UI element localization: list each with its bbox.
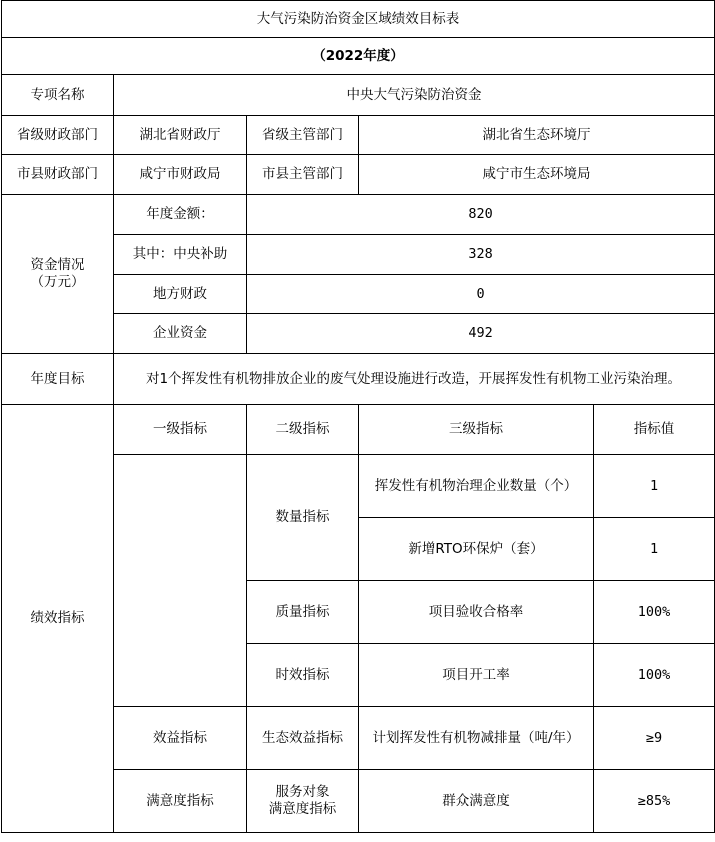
enterprise-funds-label: 企业资金 — [114, 314, 247, 354]
level2-indicator: 质量指标 — [247, 581, 359, 644]
level1-output-blank — [114, 455, 247, 707]
header-level3: 三级指标 — [359, 405, 594, 455]
indicator-value: 100% — [594, 644, 715, 707]
indicator-value: ≥9 — [594, 707, 715, 770]
level3-indicator: 项目开工率 — [359, 644, 594, 707]
provincial-finance-value: 湖北省财政厅 — [114, 116, 247, 155]
local-finance-label: 地方财政 — [114, 275, 247, 314]
level3-indicator: 计划挥发性有机物减排量（吨/年） — [359, 707, 594, 770]
city-finance-value: 咸宁市财政局 — [114, 155, 247, 195]
level2-indicator: 生态效益指标 — [247, 707, 359, 770]
level3-indicator: 新增RTO环保炉（套） — [359, 518, 594, 581]
level3-indicator: 项目验收合格率 — [359, 581, 594, 644]
central-subsidy-label: 其中：中央补助 — [114, 235, 247, 275]
level2-indicator: 时效指标 — [247, 644, 359, 707]
city-dept-value: 咸宁市生态环境局 — [359, 155, 715, 195]
annual-target-text: 对1个挥发性有机物排放企业的废气处理设施进行改造，开展挥发性有机物工业污染治理。 — [114, 354, 715, 405]
indicator-value: ≥85% — [594, 770, 715, 833]
level2-indicator: 服务对象 满意度指标 — [247, 770, 359, 833]
header-value: 指标值 — [594, 405, 715, 455]
level1-indicator: 满意度指标 — [114, 770, 247, 833]
project-name-value: 中央大气污染防治资金 — [114, 75, 715, 116]
table-title: 大气污染防治资金区域绩效目标表 — [2, 1, 715, 38]
header-level1: 一级指标 — [114, 405, 247, 455]
level1-indicator: 效益指标 — [114, 707, 247, 770]
indicator-value: 1 — [594, 455, 715, 518]
indicator-value: 100% — [594, 581, 715, 644]
quantity-indicator-label: 数量指标 — [247, 455, 359, 581]
annual-target-label: 年度目标 — [2, 354, 114, 405]
annual-amount-value: 820 — [247, 195, 715, 235]
performance-target-table — [1, 0, 715, 833]
level3-indicator: 群众满意度 — [359, 770, 594, 833]
provincial-dept-label: 省级主管部门 — [247, 116, 359, 155]
funds-label: 资金情况 （万元） — [2, 195, 114, 354]
city-finance-label: 市县财政部门 — [2, 155, 114, 195]
provincial-dept-value: 湖北省生态环境厅 — [359, 116, 715, 155]
indicator-value: 1 — [594, 518, 715, 581]
annual-amount-label: 年度金额： — [114, 195, 247, 235]
local-finance-value: 0 — [247, 275, 715, 314]
central-subsidy-value: 328 — [247, 235, 715, 275]
provincial-finance-label: 省级财政部门 — [2, 116, 114, 155]
project-name-label: 专项名称 — [2, 75, 114, 116]
header-level2: 二级指标 — [247, 405, 359, 455]
enterprise-funds-value: 492 — [247, 314, 715, 354]
level3-indicator: 挥发性有机物治理企业数量（个） — [359, 455, 594, 518]
city-dept-label: 市县主管部门 — [247, 155, 359, 195]
year-subtitle: （2022年度） — [2, 38, 715, 75]
performance-label: 绩效指标 — [2, 405, 114, 833]
